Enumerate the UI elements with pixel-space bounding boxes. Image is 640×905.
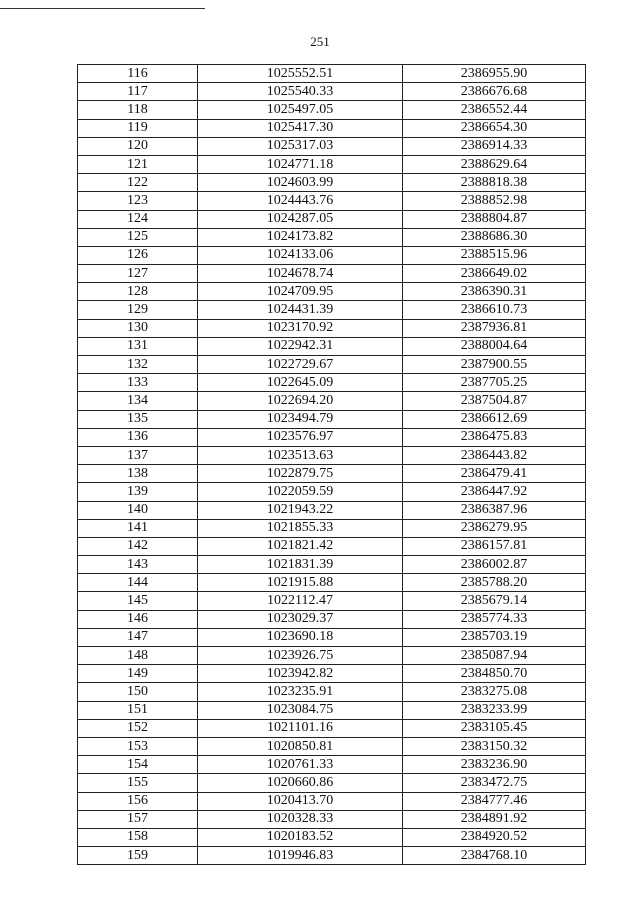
table-row bbox=[78, 701, 586, 719]
table-row bbox=[78, 847, 586, 865]
table-row bbox=[78, 483, 586, 501]
table-row bbox=[78, 574, 586, 592]
point-number-cell: 150 bbox=[78, 683, 198, 701]
y-coordinate-cell: 2388852.98 bbox=[403, 192, 586, 210]
y-coordinate-cell: 2386387.96 bbox=[403, 501, 586, 519]
x-coordinate-cell: 1023690.18 bbox=[198, 628, 403, 646]
y-coordinate-cell: 2386479.41 bbox=[403, 465, 586, 483]
x-coordinate-cell: 1023170.92 bbox=[198, 319, 403, 337]
y-coordinate-cell: 2386002.87 bbox=[403, 556, 586, 574]
point-number-cell: 159 bbox=[78, 847, 198, 865]
table-row bbox=[78, 628, 586, 646]
table-row bbox=[78, 101, 586, 119]
x-coordinate-cell: 1022645.09 bbox=[198, 374, 403, 392]
point-number-cell: 158 bbox=[78, 828, 198, 846]
table-row bbox=[78, 174, 586, 192]
y-coordinate-cell: 2386390.31 bbox=[403, 283, 586, 301]
x-coordinate-cell: 1021915.88 bbox=[198, 574, 403, 592]
point-number-cell: 155 bbox=[78, 774, 198, 792]
point-number-cell: 140 bbox=[78, 501, 198, 519]
y-coordinate-cell: 2386279.95 bbox=[403, 519, 586, 537]
point-number-cell: 118 bbox=[78, 101, 198, 119]
y-coordinate-cell: 2385087.94 bbox=[403, 647, 586, 665]
x-coordinate-cell: 1023084.75 bbox=[198, 701, 403, 719]
x-coordinate-cell: 1022059.59 bbox=[198, 483, 403, 501]
y-coordinate-cell: 2388818.38 bbox=[403, 174, 586, 192]
table-row bbox=[78, 737, 586, 755]
y-coordinate-cell: 2386676.68 bbox=[403, 83, 586, 101]
y-coordinate-cell: 2383275.08 bbox=[403, 683, 586, 701]
y-coordinate-cell: 2383472.75 bbox=[403, 774, 586, 792]
point-number-cell: 119 bbox=[78, 119, 198, 137]
x-coordinate-cell: 1022942.31 bbox=[198, 337, 403, 355]
x-coordinate-cell: 1025552.51 bbox=[198, 65, 403, 83]
x-coordinate-cell: 1023926.75 bbox=[198, 647, 403, 665]
y-coordinate-cell: 2388686.30 bbox=[403, 228, 586, 246]
y-coordinate-cell: 2386612.69 bbox=[403, 410, 586, 428]
y-coordinate-cell: 2386914.33 bbox=[403, 137, 586, 155]
x-coordinate-cell: 1021943.22 bbox=[198, 501, 403, 519]
x-coordinate-cell: 1020183.52 bbox=[198, 828, 403, 846]
point-number-cell: 136 bbox=[78, 428, 198, 446]
point-number-cell: 124 bbox=[78, 210, 198, 228]
point-number-cell: 138 bbox=[78, 465, 198, 483]
y-coordinate-cell: 2388004.64 bbox=[403, 337, 586, 355]
x-coordinate-cell: 1024443.76 bbox=[198, 192, 403, 210]
y-coordinate-cell: 2387936.81 bbox=[403, 319, 586, 337]
point-number-cell: 156 bbox=[78, 792, 198, 810]
y-coordinate-cell: 2386654.30 bbox=[403, 119, 586, 137]
y-coordinate-cell: 2386610.73 bbox=[403, 301, 586, 319]
point-number-cell: 132 bbox=[78, 356, 198, 374]
x-coordinate-cell: 1023494.79 bbox=[198, 410, 403, 428]
x-coordinate-cell: 1023029.37 bbox=[198, 610, 403, 628]
coordinates-table bbox=[77, 64, 586, 865]
x-coordinate-cell: 1024771.18 bbox=[198, 155, 403, 173]
point-number-cell: 146 bbox=[78, 610, 198, 628]
table-row bbox=[78, 65, 586, 83]
y-coordinate-cell: 2386649.02 bbox=[403, 265, 586, 283]
x-coordinate-cell: 1020761.33 bbox=[198, 756, 403, 774]
point-number-cell: 148 bbox=[78, 647, 198, 665]
table-row bbox=[78, 319, 586, 337]
x-coordinate-cell: 1022879.75 bbox=[198, 465, 403, 483]
table-row bbox=[78, 119, 586, 137]
x-coordinate-cell: 1020660.86 bbox=[198, 774, 403, 792]
point-number-cell: 135 bbox=[78, 410, 198, 428]
table-row bbox=[78, 665, 586, 683]
y-coordinate-cell: 2387705.25 bbox=[403, 374, 586, 392]
table-row bbox=[78, 828, 586, 846]
table-row bbox=[78, 519, 586, 537]
table-row bbox=[78, 83, 586, 101]
x-coordinate-cell: 1024173.82 bbox=[198, 228, 403, 246]
y-coordinate-cell: 2384920.52 bbox=[403, 828, 586, 846]
point-number-cell: 153 bbox=[78, 737, 198, 755]
table-row bbox=[78, 374, 586, 392]
table-row bbox=[78, 301, 586, 319]
x-coordinate-cell: 1020328.33 bbox=[198, 810, 403, 828]
table-row bbox=[78, 210, 586, 228]
x-coordinate-cell: 1021101.16 bbox=[198, 719, 403, 737]
table-row bbox=[78, 155, 586, 173]
x-coordinate-cell: 1025540.33 bbox=[198, 83, 403, 101]
y-coordinate-cell: 2383105.45 bbox=[403, 719, 586, 737]
x-coordinate-cell: 1020413.70 bbox=[198, 792, 403, 810]
table-row bbox=[78, 501, 586, 519]
point-number-cell: 122 bbox=[78, 174, 198, 192]
y-coordinate-cell: 2386447.92 bbox=[403, 483, 586, 501]
y-coordinate-cell: 2383150.32 bbox=[403, 737, 586, 755]
x-coordinate-cell: 1024431.39 bbox=[198, 301, 403, 319]
coordinates-table-body bbox=[78, 65, 586, 865]
top-rule bbox=[0, 8, 205, 9]
y-coordinate-cell: 2387900.55 bbox=[403, 356, 586, 374]
point-number-cell: 125 bbox=[78, 228, 198, 246]
y-coordinate-cell: 2386443.82 bbox=[403, 446, 586, 464]
y-coordinate-cell: 2386552.44 bbox=[403, 101, 586, 119]
table-row bbox=[78, 392, 586, 410]
point-number-cell: 142 bbox=[78, 537, 198, 555]
y-coordinate-cell: 2384891.92 bbox=[403, 810, 586, 828]
point-number-cell: 129 bbox=[78, 301, 198, 319]
table-row bbox=[78, 465, 586, 483]
table-row bbox=[78, 719, 586, 737]
x-coordinate-cell: 1023513.63 bbox=[198, 446, 403, 464]
point-number-cell: 149 bbox=[78, 665, 198, 683]
x-coordinate-cell: 1020850.81 bbox=[198, 737, 403, 755]
y-coordinate-cell: 2388629.64 bbox=[403, 155, 586, 173]
table-row bbox=[78, 683, 586, 701]
y-coordinate-cell: 2384850.70 bbox=[403, 665, 586, 683]
point-number-cell: 141 bbox=[78, 519, 198, 537]
x-coordinate-cell: 1025497.05 bbox=[198, 101, 403, 119]
point-number-cell: 117 bbox=[78, 83, 198, 101]
table-row bbox=[78, 228, 586, 246]
point-number-cell: 147 bbox=[78, 628, 198, 646]
y-coordinate-cell: 2385788.20 bbox=[403, 574, 586, 592]
y-coordinate-cell: 2386157.81 bbox=[403, 537, 586, 555]
page-number: 251 bbox=[310, 34, 330, 49]
table-row bbox=[78, 756, 586, 774]
point-number-cell: 130 bbox=[78, 319, 198, 337]
point-number-cell: 126 bbox=[78, 246, 198, 264]
table-row bbox=[78, 647, 586, 665]
point-number-cell: 154 bbox=[78, 756, 198, 774]
table-row bbox=[78, 265, 586, 283]
point-number-cell: 151 bbox=[78, 701, 198, 719]
x-coordinate-cell: 1022694.20 bbox=[198, 392, 403, 410]
x-coordinate-cell: 1024678.74 bbox=[198, 265, 403, 283]
x-coordinate-cell: 1024287.05 bbox=[198, 210, 403, 228]
point-number-cell: 134 bbox=[78, 392, 198, 410]
point-number-cell: 139 bbox=[78, 483, 198, 501]
table-row bbox=[78, 610, 586, 628]
x-coordinate-cell: 1019946.83 bbox=[198, 847, 403, 865]
table-row bbox=[78, 410, 586, 428]
table-row bbox=[78, 428, 586, 446]
x-coordinate-cell: 1021831.39 bbox=[198, 556, 403, 574]
table-row bbox=[78, 356, 586, 374]
y-coordinate-cell: 2385774.33 bbox=[403, 610, 586, 628]
table-row bbox=[78, 283, 586, 301]
point-number-cell: 121 bbox=[78, 155, 198, 173]
table-row bbox=[78, 446, 586, 464]
point-number-cell: 116 bbox=[78, 65, 198, 83]
y-coordinate-cell: 2388515.96 bbox=[403, 246, 586, 264]
y-coordinate-cell: 2386955.90 bbox=[403, 65, 586, 83]
x-coordinate-cell: 1025417.30 bbox=[198, 119, 403, 137]
table-row bbox=[78, 337, 586, 355]
y-coordinate-cell: 2383233.99 bbox=[403, 701, 586, 719]
x-coordinate-cell: 1022729.67 bbox=[198, 356, 403, 374]
table-row bbox=[78, 246, 586, 264]
y-coordinate-cell: 2388804.87 bbox=[403, 210, 586, 228]
table-row bbox=[78, 592, 586, 610]
table-row bbox=[78, 774, 586, 792]
table-row bbox=[78, 810, 586, 828]
point-number-cell: 157 bbox=[78, 810, 198, 828]
point-number-cell: 131 bbox=[78, 337, 198, 355]
table-row bbox=[78, 792, 586, 810]
table-row bbox=[78, 137, 586, 155]
x-coordinate-cell: 1022112.47 bbox=[198, 592, 403, 610]
point-number-cell: 127 bbox=[78, 265, 198, 283]
y-coordinate-cell: 2387504.87 bbox=[403, 392, 586, 410]
table-row bbox=[78, 556, 586, 574]
point-number-cell: 143 bbox=[78, 556, 198, 574]
x-coordinate-cell: 1024709.95 bbox=[198, 283, 403, 301]
point-number-cell: 128 bbox=[78, 283, 198, 301]
x-coordinate-cell: 1024133.06 bbox=[198, 246, 403, 264]
point-number-cell: 152 bbox=[78, 719, 198, 737]
x-coordinate-cell: 1021855.33 bbox=[198, 519, 403, 537]
point-number-cell: 144 bbox=[78, 574, 198, 592]
x-coordinate-cell: 1025317.03 bbox=[198, 137, 403, 155]
point-number-cell: 133 bbox=[78, 374, 198, 392]
point-number-cell: 120 bbox=[78, 137, 198, 155]
y-coordinate-cell: 2384777.46 bbox=[403, 792, 586, 810]
x-coordinate-cell: 1024603.99 bbox=[198, 174, 403, 192]
point-number-cell: 145 bbox=[78, 592, 198, 610]
table-row bbox=[78, 192, 586, 210]
x-coordinate-cell: 1023576.97 bbox=[198, 428, 403, 446]
point-number-cell: 137 bbox=[78, 446, 198, 464]
y-coordinate-cell: 2383236.90 bbox=[403, 756, 586, 774]
y-coordinate-cell: 2384768.10 bbox=[403, 847, 586, 865]
y-coordinate-cell: 2386475.83 bbox=[403, 428, 586, 446]
x-coordinate-cell: 1021821.42 bbox=[198, 537, 403, 555]
x-coordinate-cell: 1023235.91 bbox=[198, 683, 403, 701]
x-coordinate-cell: 1023942.82 bbox=[198, 665, 403, 683]
y-coordinate-cell: 2385703.19 bbox=[403, 628, 586, 646]
point-number-cell: 123 bbox=[78, 192, 198, 210]
table-row bbox=[78, 537, 586, 555]
y-coordinate-cell: 2385679.14 bbox=[403, 592, 586, 610]
